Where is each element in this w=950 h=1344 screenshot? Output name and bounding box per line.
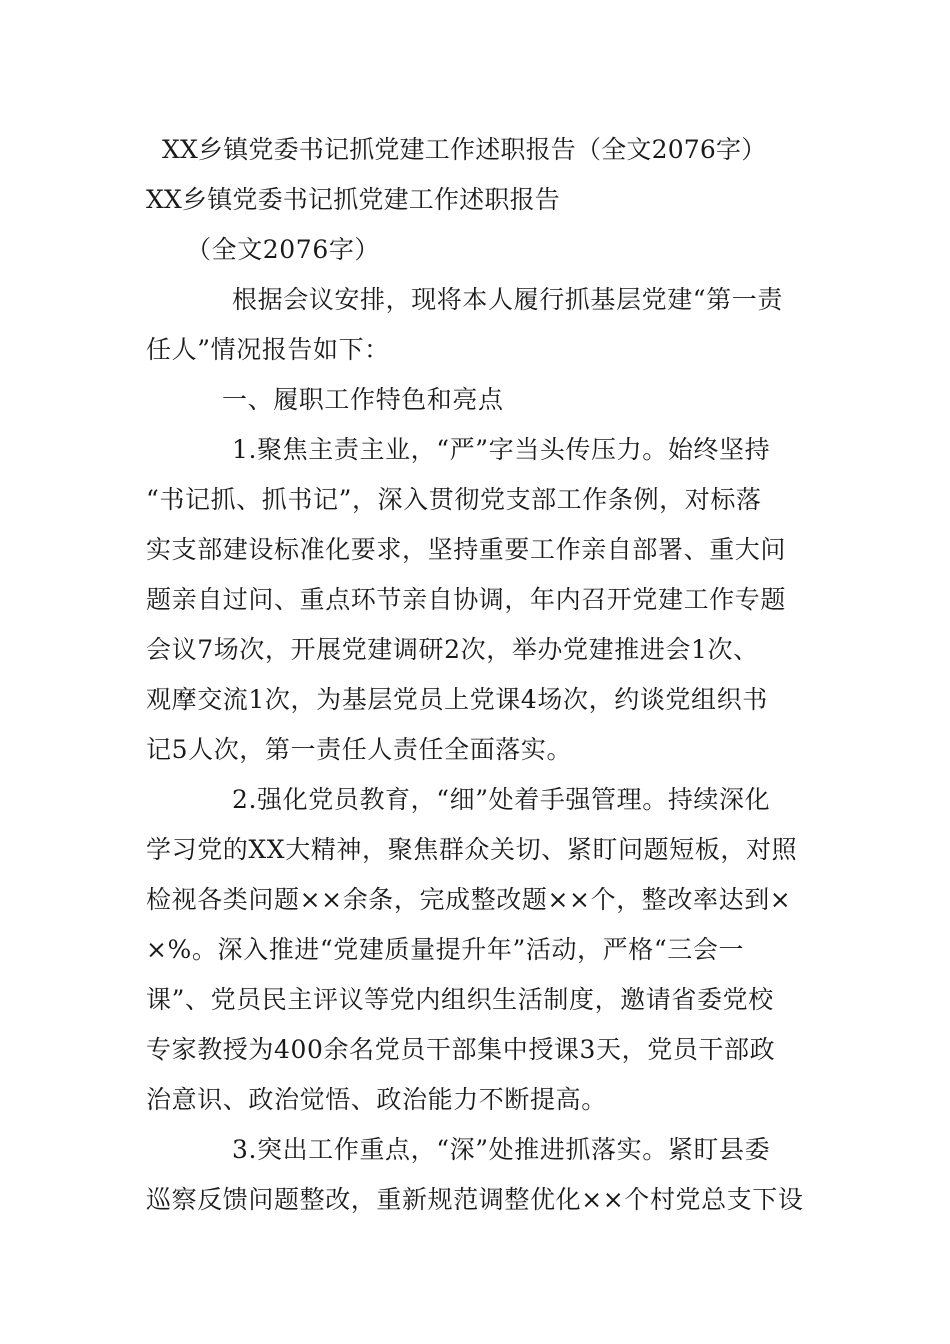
paragraph-line: 观摩交流1次，为基层党员上党课4场次，约谈党组织书 xyxy=(146,685,768,714)
paragraph-line: 1.聚焦主责主业，“严”字当头传压力。始终坚持 xyxy=(232,435,771,464)
paragraph-line: 治意识、政治觉悟、政治能力不断提高。 xyxy=(146,1085,607,1114)
paragraph-line: 检视各类问题××余条，完成整改题××个，整改率达到× xyxy=(146,885,792,914)
document-title: XX乡镇党委书记抓党建工作述职报告（全文2076字） xyxy=(162,135,767,164)
paragraph-line: 实支部建设标准化要求，坚持重要工作亲自部署、重大问 xyxy=(146,535,787,564)
paragraph-line: 3.突出工作重点，“深”处推进抓落实。紧盯县委 xyxy=(232,1135,771,1164)
paragraph-line: 专家教授为400余名党员干部集中授课3天，党员干部政 xyxy=(146,1035,776,1064)
paragraph-line: 题亲自过问、重点环节亲自协调，年内召开党建工作专题 xyxy=(146,585,787,614)
paragraph-line: “书记抓、抓书记”，深入贯彻党支部工作条例，对标落 xyxy=(146,485,762,514)
document-subtitle: XX乡镇党委书记抓党建工作述职报告 xyxy=(146,185,560,214)
paragraph-line: ×%。深入推进“党建质量提升年”活动，严格“三会一 xyxy=(146,935,745,964)
section-heading: 一、履职工作特色和亮点 xyxy=(222,385,504,414)
paragraph-line: 2.强化党员教育，“细”处着手强管理。持续深化 xyxy=(232,785,771,814)
paragraph-line: 记5人次，第一责任人责任全面落实。 xyxy=(146,735,573,764)
intro-line: 根据会议安排，现将本人履行抓基层党建“第一责 xyxy=(232,285,783,314)
intro-line: 任人”情况报告如下： xyxy=(146,335,390,364)
paragraph-line: 课”、党员民主评议等党内组织生活制度，邀请省委党校 xyxy=(146,985,774,1014)
paragraph-line: 学习党的XX大精神，聚焦群众关切、紧盯问题短板，对照 xyxy=(146,835,798,864)
word-count-note: （全文2076字） xyxy=(186,235,381,264)
paragraph-line: 会议7场次，开展党建调研2次，举办党建推进会1次、 xyxy=(146,635,759,664)
paragraph-line: 巡察反馈问题整改，重新规范调整优化××个村党总支下设 xyxy=(146,1185,804,1214)
